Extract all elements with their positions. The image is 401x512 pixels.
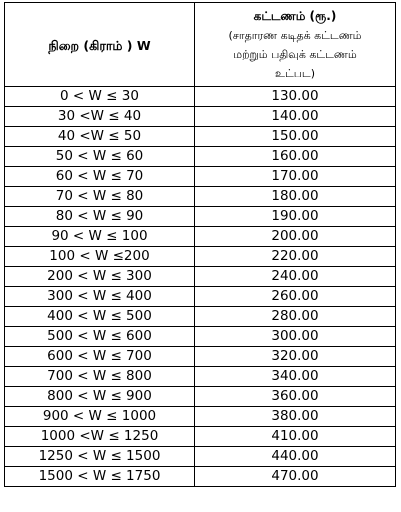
table-row bbox=[5, 287, 396, 307]
fee-cell: 300.00 bbox=[195, 327, 396, 347]
table-row bbox=[5, 187, 396, 207]
fee-cell: 160.00 bbox=[195, 147, 396, 167]
fee-cell: 470.00 bbox=[195, 467, 396, 487]
weight-cell: 50 < W ≤ 60 bbox=[5, 147, 195, 167]
weight-cell: 40 <W ≤ 50 bbox=[5, 127, 195, 147]
rate-table-container bbox=[4, 2, 396, 487]
fee-cell: 180.00 bbox=[195, 187, 396, 207]
postage-rate-table bbox=[4, 2, 396, 487]
table-row bbox=[5, 147, 396, 167]
fee-cell: 140.00 bbox=[195, 107, 396, 127]
weight-cell: 700 < W ≤ 800 bbox=[5, 367, 195, 387]
fee-cell: 380.00 bbox=[195, 407, 396, 427]
fee-cell: 360.00 bbox=[195, 387, 396, 407]
fee-cell: 190.00 bbox=[195, 207, 396, 227]
fee-header-title: கட்டணம் (ரூ.) bbox=[253, 8, 337, 23]
table-row bbox=[5, 407, 396, 427]
fee-cell: 410.00 bbox=[195, 427, 396, 447]
weight-cell: 600 < W ≤ 700 bbox=[5, 347, 195, 367]
weight-cell: 300 < W ≤ 400 bbox=[5, 287, 195, 307]
fee-header-note: (சாதாரண கடிதக் கட்டணம் மற்றும் பதிவுக் கட்டணம் உட்பட) bbox=[228, 28, 362, 80]
weight-cell: 1000 <W ≤ 1250 bbox=[5, 427, 195, 447]
table-row bbox=[5, 207, 396, 227]
weight-cell: 200 < W ≤ 300 bbox=[5, 267, 195, 287]
fee-cell: 220.00 bbox=[195, 247, 396, 267]
table-row bbox=[5, 267, 396, 287]
weight-cell: 70 < W ≤ 80 bbox=[5, 187, 195, 207]
table-row bbox=[5, 227, 396, 247]
fee-cell: 440.00 bbox=[195, 447, 396, 467]
fee-cell: 280.00 bbox=[195, 307, 396, 327]
fee-cell: 320.00 bbox=[195, 347, 396, 367]
table-row bbox=[5, 347, 396, 367]
weight-cell: 90 < W ≤ 100 bbox=[5, 227, 195, 247]
fee-cell: 170.00 bbox=[195, 167, 396, 187]
weight-cell: 60 < W ≤ 70 bbox=[5, 167, 195, 187]
table-header bbox=[5, 3, 396, 87]
fee-cell: 150.00 bbox=[195, 127, 396, 147]
fee-column-header bbox=[195, 3, 396, 87]
table-row bbox=[5, 167, 396, 187]
weight-cell: 800 < W ≤ 900 bbox=[5, 387, 195, 407]
table-row bbox=[5, 367, 396, 387]
weight-cell: 1500 < W ≤ 1750 bbox=[5, 467, 195, 487]
table-row bbox=[5, 127, 396, 147]
table-row bbox=[5, 467, 396, 487]
fee-cell: 240.00 bbox=[195, 267, 396, 287]
weight-column-header bbox=[5, 3, 195, 87]
table-row bbox=[5, 107, 396, 127]
table-row bbox=[5, 427, 396, 447]
table-row bbox=[5, 307, 396, 327]
weight-cell: 0 < W ≤ 30 bbox=[5, 87, 195, 107]
weight-cell: 80 < W ≤ 90 bbox=[5, 207, 195, 227]
weight-cell: 100 < W ≤200 bbox=[5, 247, 195, 267]
fee-cell: 260.00 bbox=[195, 287, 396, 307]
weight-cell: 500 < W ≤ 600 bbox=[5, 327, 195, 347]
weight-cell: 900 < W ≤ 1000 bbox=[5, 407, 195, 427]
weight-header-label: நிறை (கிராம் ) W bbox=[48, 37, 151, 53]
table-row bbox=[5, 447, 396, 467]
weight-cell: 1250 < W ≤ 1500 bbox=[5, 447, 195, 467]
fee-cell: 200.00 bbox=[195, 227, 396, 247]
table-body bbox=[5, 87, 396, 487]
table-row bbox=[5, 387, 396, 407]
weight-cell: 30 <W ≤ 40 bbox=[5, 107, 195, 127]
weight-cell: 400 < W ≤ 500 bbox=[5, 307, 195, 327]
fee-cell: 130.00 bbox=[195, 87, 396, 107]
table-row bbox=[5, 87, 396, 107]
header-row bbox=[5, 3, 396, 87]
table-row bbox=[5, 327, 396, 347]
fee-cell: 340.00 bbox=[195, 367, 396, 387]
table-row bbox=[5, 247, 396, 267]
